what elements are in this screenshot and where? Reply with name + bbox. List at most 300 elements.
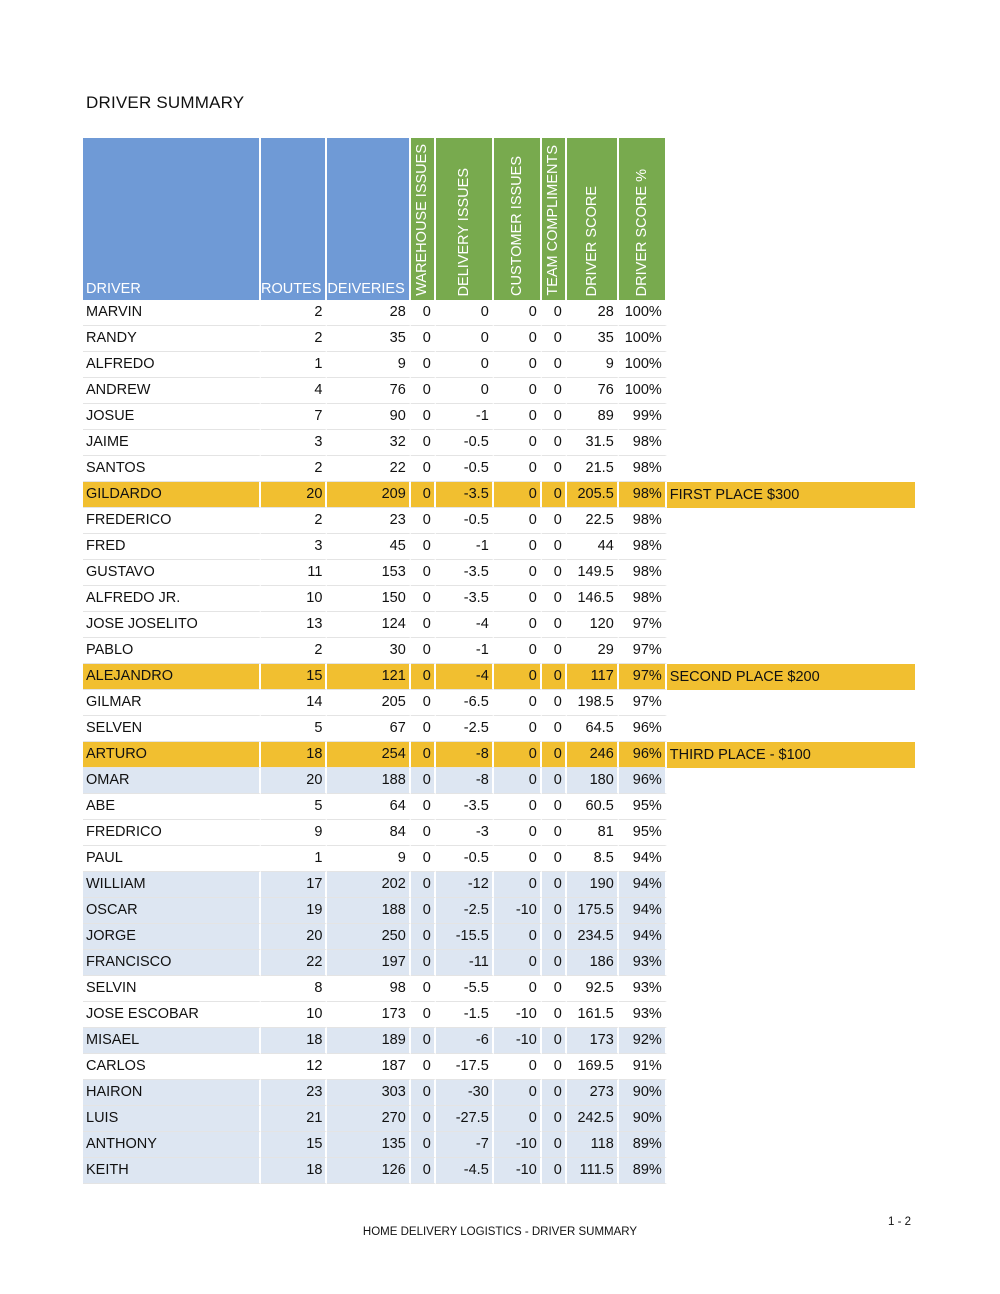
cell-deliveries: 9 bbox=[327, 846, 410, 872]
cell-warehouse-issues: 0 bbox=[411, 976, 436, 1002]
cell-driver: MISAEL bbox=[83, 1028, 261, 1054]
cell-deliveries: 23 bbox=[327, 508, 410, 534]
cell-deliveries: 303 bbox=[327, 1080, 410, 1106]
cell-driver-score-pct: 98% bbox=[619, 560, 667, 586]
cell-routes: 9 bbox=[261, 820, 327, 846]
cell-deliveries: 32 bbox=[327, 430, 410, 456]
cell-delivery-issues: -2.5 bbox=[436, 716, 494, 742]
cell-deliveries: 188 bbox=[327, 898, 410, 924]
cell-warehouse-issues: 0 bbox=[411, 716, 436, 742]
table-row bbox=[83, 846, 915, 872]
cell-team-compliments: 0 bbox=[542, 508, 567, 534]
cell-driver-score: 120 bbox=[567, 612, 619, 638]
cell-routes: 20 bbox=[261, 768, 327, 794]
cell-driver-score-pct: 93% bbox=[619, 1002, 667, 1028]
award-note bbox=[667, 456, 915, 482]
award-note bbox=[667, 1002, 915, 1028]
cell-delivery-issues: -12 bbox=[436, 872, 494, 898]
cell-customer-issues: 0 bbox=[494, 716, 542, 742]
cell-routes: 10 bbox=[261, 1002, 327, 1028]
cell-warehouse-issues: 0 bbox=[411, 794, 436, 820]
cell-team-compliments: 0 bbox=[542, 664, 567, 690]
cell-driver-score: 35 bbox=[567, 326, 619, 352]
header-team-compliments: TEAM COMPLIMENTS bbox=[542, 138, 567, 300]
cell-warehouse-issues: 0 bbox=[411, 1132, 436, 1158]
cell-deliveries: 173 bbox=[327, 1002, 410, 1028]
cell-driver: HAIRON bbox=[83, 1080, 261, 1106]
cell-customer-issues: -10 bbox=[494, 1028, 542, 1054]
cell-driver: ALFREDO JR. bbox=[83, 586, 261, 612]
award-note bbox=[667, 560, 915, 586]
cell-warehouse-issues: 0 bbox=[411, 300, 436, 326]
cell-delivery-issues: -0.5 bbox=[436, 846, 494, 872]
cell-deliveries: 9 bbox=[327, 352, 410, 378]
table-row bbox=[83, 560, 915, 586]
cell-deliveries: 202 bbox=[327, 872, 410, 898]
cell-driver: RANDY bbox=[83, 326, 261, 352]
cell-delivery-issues: -1 bbox=[436, 534, 494, 560]
cell-customer-issues: 0 bbox=[494, 326, 542, 352]
cell-driver-score: 242.5 bbox=[567, 1106, 619, 1132]
cell-customer-issues: 0 bbox=[494, 1080, 542, 1106]
cell-team-compliments: 0 bbox=[542, 1132, 567, 1158]
cell-driver-score-pct: 89% bbox=[619, 1132, 667, 1158]
cell-warehouse-issues: 0 bbox=[411, 872, 436, 898]
cell-warehouse-issues: 0 bbox=[411, 326, 436, 352]
cell-driver-score-pct: 97% bbox=[619, 638, 667, 664]
cell-customer-issues: 0 bbox=[494, 872, 542, 898]
cell-team-compliments: 0 bbox=[542, 534, 567, 560]
award-note bbox=[667, 534, 915, 560]
cell-delivery-issues: -0.5 bbox=[436, 508, 494, 534]
cell-warehouse-issues: 0 bbox=[411, 664, 436, 690]
cell-delivery-issues: 0 bbox=[436, 300, 494, 326]
award-note bbox=[667, 586, 915, 612]
cell-team-compliments: 0 bbox=[542, 638, 567, 664]
cell-warehouse-issues: 0 bbox=[411, 638, 436, 664]
table-row bbox=[83, 716, 915, 742]
cell-driver: JOSUE bbox=[83, 404, 261, 430]
cell-driver-score-pct: 98% bbox=[619, 456, 667, 482]
cell-team-compliments: 0 bbox=[542, 768, 567, 794]
cell-routes: 8 bbox=[261, 976, 327, 1002]
cell-driver: JORGE bbox=[83, 924, 261, 950]
award-note bbox=[667, 430, 915, 456]
cell-driver-score: 9 bbox=[567, 352, 619, 378]
cell-driver-score: 175.5 bbox=[567, 898, 619, 924]
header-deliveries: DEIVERIES bbox=[327, 138, 410, 300]
cell-team-compliments: 0 bbox=[542, 612, 567, 638]
cell-driver: ALFREDO bbox=[83, 352, 261, 378]
cell-warehouse-issues: 0 bbox=[411, 482, 436, 508]
table-row bbox=[83, 1054, 915, 1080]
cell-driver-score-pct: 98% bbox=[619, 430, 667, 456]
cell-driver-score-pct: 99% bbox=[619, 404, 667, 430]
award-note: SECOND PLACE $200 bbox=[667, 664, 915, 690]
cell-driver-score: 117 bbox=[567, 664, 619, 690]
cell-delivery-issues: -3.5 bbox=[436, 560, 494, 586]
cell-customer-issues: 0 bbox=[494, 768, 542, 794]
cell-team-compliments: 0 bbox=[542, 846, 567, 872]
cell-driver-score-pct: 94% bbox=[619, 846, 667, 872]
cell-routes: 20 bbox=[261, 924, 327, 950]
cell-customer-issues: -10 bbox=[494, 1158, 542, 1184]
cell-routes: 1 bbox=[261, 846, 327, 872]
cell-driver-score: 8.5 bbox=[567, 846, 619, 872]
cell-driver-score-pct: 97% bbox=[619, 664, 667, 690]
table-row bbox=[83, 1132, 915, 1158]
cell-driver-score-pct: 93% bbox=[619, 976, 667, 1002]
cell-driver: PAUL bbox=[83, 846, 261, 872]
cell-delivery-issues: -5.5 bbox=[436, 976, 494, 1002]
award-note bbox=[667, 508, 915, 534]
table-row bbox=[83, 1080, 915, 1106]
cell-routes: 2 bbox=[261, 508, 327, 534]
cell-warehouse-issues: 0 bbox=[411, 1054, 436, 1080]
award-note bbox=[667, 898, 915, 924]
cell-delivery-issues: 0 bbox=[436, 378, 494, 404]
table-row bbox=[83, 378, 915, 404]
cell-team-compliments: 0 bbox=[542, 1158, 567, 1184]
cell-driver-score-pct: 96% bbox=[619, 742, 667, 768]
cell-deliveries: 64 bbox=[327, 794, 410, 820]
cell-deliveries: 189 bbox=[327, 1028, 410, 1054]
cell-driver-score-pct: 100% bbox=[619, 326, 667, 352]
award-note bbox=[667, 820, 915, 846]
cell-team-compliments: 0 bbox=[542, 820, 567, 846]
award-note bbox=[667, 352, 915, 378]
cell-deliveries: 153 bbox=[327, 560, 410, 586]
cell-deliveries: 250 bbox=[327, 924, 410, 950]
page-number: 1 - 2 bbox=[887, 1216, 911, 1228]
cell-warehouse-issues: 0 bbox=[411, 820, 436, 846]
cell-driver: JOSE JOSELITO bbox=[83, 612, 261, 638]
award-note bbox=[667, 326, 915, 352]
table-row bbox=[83, 326, 915, 352]
page-title: DRIVER SUMMARY bbox=[86, 93, 245, 112]
cell-team-compliments: 0 bbox=[542, 898, 567, 924]
cell-driver: KEITH bbox=[83, 1158, 261, 1184]
header-warehouse-issues: WAREHOUSE ISSUES bbox=[411, 138, 436, 300]
cell-driver-score-pct: 100% bbox=[619, 378, 667, 404]
cell-driver-score-pct: 92% bbox=[619, 1028, 667, 1054]
cell-deliveries: 205 bbox=[327, 690, 410, 716]
cell-driver: OSCAR bbox=[83, 898, 261, 924]
cell-customer-issues: 0 bbox=[494, 456, 542, 482]
cell-customer-issues: -10 bbox=[494, 898, 542, 924]
cell-customer-issues: 0 bbox=[494, 534, 542, 560]
cell-team-compliments: 0 bbox=[542, 690, 567, 716]
cell-customer-issues: 0 bbox=[494, 378, 542, 404]
cell-delivery-issues: -1.5 bbox=[436, 1002, 494, 1028]
award-note bbox=[667, 1080, 915, 1106]
cell-routes: 21 bbox=[261, 1106, 327, 1132]
cell-routes: 11 bbox=[261, 560, 327, 586]
cell-delivery-issues: -3.5 bbox=[436, 794, 494, 820]
cell-driver-score: 22.5 bbox=[567, 508, 619, 534]
table-row bbox=[83, 352, 915, 378]
cell-driver-score-pct: 97% bbox=[619, 690, 667, 716]
header-spacer bbox=[667, 138, 915, 300]
award-note bbox=[667, 768, 915, 794]
cell-warehouse-issues: 0 bbox=[411, 1106, 436, 1132]
cell-routes: 15 bbox=[261, 1132, 327, 1158]
award-note bbox=[667, 976, 915, 1002]
cell-driver-score: 76 bbox=[567, 378, 619, 404]
cell-driver: FRED bbox=[83, 534, 261, 560]
cell-delivery-issues: -0.5 bbox=[436, 430, 494, 456]
award-note bbox=[667, 1158, 915, 1184]
cell-delivery-issues: -6 bbox=[436, 1028, 494, 1054]
cell-warehouse-issues: 0 bbox=[411, 1028, 436, 1054]
cell-customer-issues: 0 bbox=[494, 612, 542, 638]
table-row bbox=[83, 1158, 915, 1184]
cell-customer-issues: 0 bbox=[494, 638, 542, 664]
cell-team-compliments: 0 bbox=[542, 456, 567, 482]
cell-delivery-issues: -1 bbox=[436, 404, 494, 430]
cell-customer-issues: 0 bbox=[494, 820, 542, 846]
cell-driver-score-pct: 94% bbox=[619, 872, 667, 898]
cell-customer-issues: 0 bbox=[494, 846, 542, 872]
award-note bbox=[667, 872, 915, 898]
table-row bbox=[83, 508, 915, 534]
cell-driver-score: 111.5 bbox=[567, 1158, 619, 1184]
award-note bbox=[667, 846, 915, 872]
cell-warehouse-issues: 0 bbox=[411, 846, 436, 872]
table-row bbox=[83, 976, 915, 1002]
cell-deliveries: 84 bbox=[327, 820, 410, 846]
cell-warehouse-issues: 0 bbox=[411, 1158, 436, 1184]
table-row bbox=[83, 300, 915, 326]
cell-driver: GUSTAVO bbox=[83, 560, 261, 586]
cell-deliveries: 35 bbox=[327, 326, 410, 352]
cell-driver-score-pct: 93% bbox=[619, 950, 667, 976]
cell-warehouse-issues: 0 bbox=[411, 690, 436, 716]
cell-warehouse-issues: 0 bbox=[411, 612, 436, 638]
table-row bbox=[83, 742, 915, 768]
header-driver: DRIVER bbox=[83, 138, 261, 300]
table-row bbox=[83, 898, 915, 924]
cell-customer-issues: 0 bbox=[494, 924, 542, 950]
cell-delivery-issues: -7 bbox=[436, 1132, 494, 1158]
cell-driver-score-pct: 100% bbox=[619, 352, 667, 378]
cell-driver: CARLOS bbox=[83, 1054, 261, 1080]
cell-customer-issues: 0 bbox=[494, 794, 542, 820]
table-row bbox=[83, 664, 915, 690]
cell-deliveries: 188 bbox=[327, 768, 410, 794]
cell-driver-score: 60.5 bbox=[567, 794, 619, 820]
cell-driver: MARVIN bbox=[83, 300, 261, 326]
cell-warehouse-issues: 0 bbox=[411, 1080, 436, 1106]
cell-routes: 14 bbox=[261, 690, 327, 716]
cell-customer-issues: 0 bbox=[494, 508, 542, 534]
cell-warehouse-issues: 0 bbox=[411, 1002, 436, 1028]
cell-routes: 10 bbox=[261, 586, 327, 612]
cell-deliveries: 209 bbox=[327, 482, 410, 508]
cell-delivery-issues: -1 bbox=[436, 638, 494, 664]
cell-delivery-issues: -4.5 bbox=[436, 1158, 494, 1184]
cell-delivery-issues: -6.5 bbox=[436, 690, 494, 716]
cell-team-compliments: 0 bbox=[542, 950, 567, 976]
cell-driver: SELVEN bbox=[83, 716, 261, 742]
cell-delivery-issues: -11 bbox=[436, 950, 494, 976]
cell-customer-issues: 0 bbox=[494, 300, 542, 326]
cell-delivery-issues: 0 bbox=[436, 352, 494, 378]
table-row bbox=[83, 1002, 915, 1028]
cell-deliveries: 135 bbox=[327, 1132, 410, 1158]
cell-deliveries: 76 bbox=[327, 378, 410, 404]
cell-delivery-issues: -8 bbox=[436, 742, 494, 768]
award-note: FIRST PLACE $300 bbox=[667, 482, 915, 508]
cell-warehouse-issues: 0 bbox=[411, 768, 436, 794]
cell-customer-issues: -10 bbox=[494, 1132, 542, 1158]
cell-driver-score: 89 bbox=[567, 404, 619, 430]
cell-delivery-issues: -3.5 bbox=[436, 586, 494, 612]
cell-team-compliments: 0 bbox=[542, 872, 567, 898]
cell-driver-score: 205.5 bbox=[567, 482, 619, 508]
cell-routes: 2 bbox=[261, 638, 327, 664]
cell-delivery-issues: -2.5 bbox=[436, 898, 494, 924]
cell-deliveries: 124 bbox=[327, 612, 410, 638]
table-row bbox=[83, 872, 915, 898]
cell-customer-issues: 0 bbox=[494, 482, 542, 508]
cell-driver-score: 234.5 bbox=[567, 924, 619, 950]
cell-driver-score: 92.5 bbox=[567, 976, 619, 1002]
cell-customer-issues: 0 bbox=[494, 950, 542, 976]
cell-driver-score-pct: 98% bbox=[619, 586, 667, 612]
cell-driver: FREDRICO bbox=[83, 820, 261, 846]
table-row bbox=[83, 1106, 915, 1132]
cell-driver-score: 180 bbox=[567, 768, 619, 794]
cell-driver-score: 246 bbox=[567, 742, 619, 768]
award-note bbox=[667, 612, 915, 638]
cell-customer-issues: 0 bbox=[494, 352, 542, 378]
cell-customer-issues: 0 bbox=[494, 404, 542, 430]
cell-customer-issues: 0 bbox=[494, 742, 542, 768]
cell-warehouse-issues: 0 bbox=[411, 950, 436, 976]
cell-driver-score-pct: 95% bbox=[619, 794, 667, 820]
award-note bbox=[667, 1028, 915, 1054]
cell-routes: 2 bbox=[261, 326, 327, 352]
cell-routes: 1 bbox=[261, 352, 327, 378]
cell-driver: GILMAR bbox=[83, 690, 261, 716]
cell-delivery-issues: 0 bbox=[436, 326, 494, 352]
cell-driver: ANTHONY bbox=[83, 1132, 261, 1158]
driver-summary-table bbox=[83, 138, 915, 1184]
cell-driver-score: 198.5 bbox=[567, 690, 619, 716]
cell-delivery-issues: -15.5 bbox=[436, 924, 494, 950]
cell-warehouse-issues: 0 bbox=[411, 378, 436, 404]
cell-deliveries: 270 bbox=[327, 1106, 410, 1132]
cell-routes: 4 bbox=[261, 378, 327, 404]
cell-driver-score: 273 bbox=[567, 1080, 619, 1106]
header-driver-score-pct: DRIVER SCORE % bbox=[619, 138, 667, 300]
award-note bbox=[667, 300, 915, 326]
cell-deliveries: 121 bbox=[327, 664, 410, 690]
cell-driver-score: 190 bbox=[567, 872, 619, 898]
cell-customer-issues: 0 bbox=[494, 586, 542, 612]
cell-driver-score: 31.5 bbox=[567, 430, 619, 456]
cell-routes: 3 bbox=[261, 430, 327, 456]
cell-deliveries: 90 bbox=[327, 404, 410, 430]
cell-team-compliments: 0 bbox=[542, 1028, 567, 1054]
cell-driver: GILDARDO bbox=[83, 482, 261, 508]
award-note bbox=[667, 378, 915, 404]
table-row bbox=[83, 690, 915, 716]
cell-customer-issues: -10 bbox=[494, 1002, 542, 1028]
cell-warehouse-issues: 0 bbox=[411, 586, 436, 612]
cell-driver: JOSE ESCOBAR bbox=[83, 1002, 261, 1028]
cell-driver: ALEJANDRO bbox=[83, 664, 261, 690]
header-delivery-issues: DELIVERY ISSUES bbox=[436, 138, 494, 300]
cell-deliveries: 67 bbox=[327, 716, 410, 742]
cell-team-compliments: 0 bbox=[542, 742, 567, 768]
table-row bbox=[83, 768, 915, 794]
cell-delivery-issues: -0.5 bbox=[436, 456, 494, 482]
table-row bbox=[83, 404, 915, 430]
header-routes: ROUTES bbox=[261, 138, 327, 300]
award-note bbox=[667, 404, 915, 430]
cell-team-compliments: 0 bbox=[542, 1054, 567, 1080]
cell-driver: FREDERICO bbox=[83, 508, 261, 534]
cell-routes: 2 bbox=[261, 456, 327, 482]
cell-warehouse-issues: 0 bbox=[411, 404, 436, 430]
cell-team-compliments: 0 bbox=[542, 560, 567, 586]
cell-routes: 18 bbox=[261, 742, 327, 768]
cell-routes: 12 bbox=[261, 1054, 327, 1080]
table-row bbox=[83, 534, 915, 560]
cell-team-compliments: 0 bbox=[542, 378, 567, 404]
cell-team-compliments: 0 bbox=[542, 976, 567, 1002]
award-note bbox=[667, 1132, 915, 1158]
cell-routes: 19 bbox=[261, 898, 327, 924]
cell-warehouse-issues: 0 bbox=[411, 924, 436, 950]
cell-warehouse-issues: 0 bbox=[411, 456, 436, 482]
cell-warehouse-issues: 0 bbox=[411, 352, 436, 378]
cell-deliveries: 28 bbox=[327, 300, 410, 326]
cell-routes: 18 bbox=[261, 1028, 327, 1054]
award-note bbox=[667, 716, 915, 742]
cell-deliveries: 187 bbox=[327, 1054, 410, 1080]
cell-driver-score-pct: 98% bbox=[619, 508, 667, 534]
cell-delivery-issues: -27.5 bbox=[436, 1106, 494, 1132]
award-note bbox=[667, 638, 915, 664]
table-row bbox=[83, 950, 915, 976]
cell-team-compliments: 0 bbox=[542, 300, 567, 326]
cell-warehouse-issues: 0 bbox=[411, 898, 436, 924]
cell-driver-score: 173 bbox=[567, 1028, 619, 1054]
cell-driver-score: 21.5 bbox=[567, 456, 619, 482]
cell-customer-issues: 0 bbox=[494, 560, 542, 586]
table-row bbox=[83, 924, 915, 950]
award-note bbox=[667, 1054, 915, 1080]
cell-routes: 2 bbox=[261, 300, 327, 326]
cell-deliveries: 197 bbox=[327, 950, 410, 976]
cell-team-compliments: 0 bbox=[542, 1002, 567, 1028]
cell-driver-score-pct: 91% bbox=[619, 1054, 667, 1080]
cell-delivery-issues: -30 bbox=[436, 1080, 494, 1106]
cell-driver-score-pct: 94% bbox=[619, 898, 667, 924]
cell-team-compliments: 0 bbox=[542, 586, 567, 612]
cell-driver-score-pct: 96% bbox=[619, 768, 667, 794]
cell-driver-score-pct: 98% bbox=[619, 534, 667, 560]
cell-warehouse-issues: 0 bbox=[411, 560, 436, 586]
cell-customer-issues: 0 bbox=[494, 1106, 542, 1132]
award-note bbox=[667, 690, 915, 716]
cell-routes: 13 bbox=[261, 612, 327, 638]
cell-deliveries: 30 bbox=[327, 638, 410, 664]
cell-driver-score-pct: 100% bbox=[619, 300, 667, 326]
